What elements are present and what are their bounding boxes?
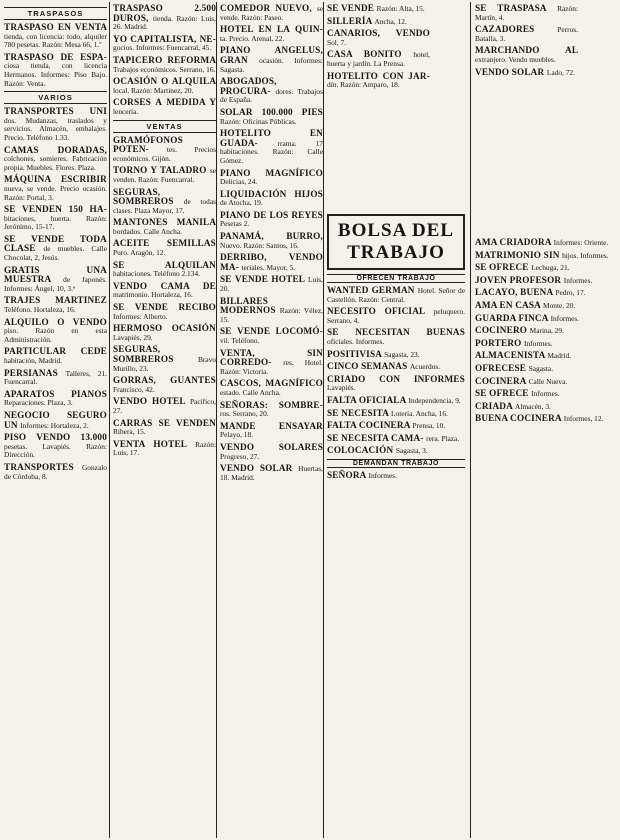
ad-body: Razón: Vélez, 15. xyxy=(220,306,323,324)
ad-body: Ribera, 15. xyxy=(113,427,146,437)
ad-heading: CAZADORES xyxy=(475,24,558,35)
demands-list xyxy=(327,471,465,481)
ad-heading: MANTONES MANILA xyxy=(113,217,216,228)
classified-ad xyxy=(220,190,323,208)
ad-heading: ALQUILO O VENDO xyxy=(4,316,107,327)
ad-heading: SE NECESITA xyxy=(327,407,392,418)
ad-body: Pesetas 2. xyxy=(220,219,250,229)
ad-heading: LACAYO, BUENA xyxy=(475,287,556,298)
classified-ad xyxy=(220,169,323,187)
ad-heading: PANAMÁ, BURRO, xyxy=(220,231,323,242)
ad-heading: SE VENDE RECIBO xyxy=(113,302,216,313)
ad-heading: SE NECESITA CAMA- xyxy=(327,432,427,443)
classified-ad xyxy=(475,414,615,424)
classified-ad xyxy=(113,303,216,321)
classified-ad xyxy=(4,266,107,294)
classified-ad xyxy=(113,98,216,116)
ad-body: Sagasta, 3. xyxy=(395,446,428,456)
ad-body: de todas clases. Plaza Mayor, 17. xyxy=(113,197,216,215)
ad-body: ciosa tienda, con licencia Hermanos. Informes: Piso Bajo. Razón: Venta. xyxy=(4,61,107,88)
classified-ad xyxy=(475,288,615,298)
classified-ad xyxy=(327,409,465,419)
classified-ad xyxy=(113,239,216,257)
ad-body: dín. Razón: Amparo, 18. xyxy=(327,80,400,90)
ad-heading: SE OFRECE xyxy=(475,262,532,273)
ad-heading: COCINERO xyxy=(475,325,530,336)
ad-body: habitación, Madrid. xyxy=(4,356,63,365)
ad-heading: TRASPASO EN VENTA xyxy=(4,22,107,32)
ad-heading: COCINERA xyxy=(475,375,529,386)
ad-body: Sagasta, 23. xyxy=(384,349,420,359)
classified-ad xyxy=(113,345,216,373)
classified-ad xyxy=(113,166,216,184)
ad-heading: PIANO MAGNÍFICO xyxy=(220,167,323,178)
bolsa-del-trabajo xyxy=(327,214,465,838)
ad-body: Sol, 7. xyxy=(327,37,347,47)
ad-body: Razón: Martín, 4. xyxy=(475,4,578,22)
ad-heading: SE TRASPASA xyxy=(475,4,558,13)
ad-heading: SEÑORA xyxy=(327,469,369,480)
ad-body: hijos. Informes. xyxy=(562,250,609,260)
classified-ad xyxy=(113,56,216,74)
ad-body: Calle Nueva. xyxy=(528,376,568,386)
classified-ad xyxy=(327,350,465,360)
classified-ad xyxy=(475,263,615,273)
ad-heading: TRASPASO 2.500 DUROS, xyxy=(113,4,216,23)
ad-heading: TAPICERO REFORMA xyxy=(113,54,216,65)
ad-heading: CARRAS SE VENDEN xyxy=(113,417,216,428)
ad-heading: VENDO CAMA DE xyxy=(113,280,216,291)
classified-ad xyxy=(220,77,323,105)
ad-body: Informes. xyxy=(563,275,593,285)
ad-heading: ABOGADOS, PROCURA- xyxy=(220,76,277,96)
ad-body: Perros. Batalla, 3. xyxy=(475,25,578,43)
bolsa-title: BOLSA DEL TRABAJO xyxy=(327,214,465,270)
ad-body: estado. Calle Ancha. xyxy=(220,387,281,397)
classified-ad xyxy=(220,401,323,419)
classified-ad xyxy=(327,286,465,304)
ad-body: habitaciones. Teléfono 2.134. xyxy=(113,269,200,279)
ad-heading: CORSES A MEDIDA Y xyxy=(113,97,216,108)
ad-body: Razón: Oficinas Públicas. xyxy=(220,116,297,126)
ad-body: Informes, 12. xyxy=(563,414,604,424)
demands-heading: DEMANDAN TRABAJO xyxy=(327,459,465,468)
classified-ad xyxy=(475,389,615,399)
classified-ad xyxy=(4,23,107,50)
classified-ad xyxy=(327,72,430,90)
classified-ad xyxy=(475,4,578,22)
classified-ad xyxy=(113,77,216,95)
classified-ad xyxy=(220,327,323,345)
ad-heading: TRANSPORTES xyxy=(4,461,82,472)
ad-heading: SEGURAS, SOMBREROS xyxy=(113,344,198,364)
ad-heading: VENDO HOTEL xyxy=(113,396,190,407)
classified-ad xyxy=(220,443,323,461)
ad-body: colchones, somieres. Fabricación propia. Muebles. Flores. Plaza. xyxy=(4,154,107,172)
ad-body: bitaciones, huerta. Razón: Jerónimo, 15-17. xyxy=(4,213,107,232)
classified-ad xyxy=(4,53,107,88)
ad-body: Bravo Murillo, 23. xyxy=(113,355,216,373)
demands-column xyxy=(475,238,615,838)
classified-ad xyxy=(113,261,216,279)
classified-ad xyxy=(4,175,107,202)
ad-body: Sagasta. xyxy=(528,363,554,373)
ad-heading: AMA EN CASA xyxy=(475,299,543,310)
classified-ad xyxy=(113,136,216,164)
ad-heading: DERRIBO, VENDO MA- xyxy=(220,252,323,272)
ad-heading: PORTERO xyxy=(475,337,525,348)
classified-ad xyxy=(327,446,465,456)
ad-heading: GUARDA FINCA xyxy=(475,312,551,323)
column-4 xyxy=(327,4,430,212)
classified-ad xyxy=(220,4,323,22)
ad-body: gocios. Informes: Fuencarral, 45. xyxy=(113,43,212,53)
demands-list-right xyxy=(475,238,615,424)
ad-heading: SE VENDE HOTEL xyxy=(220,274,308,285)
classified-ad xyxy=(220,46,323,74)
ad-heading: FALTA OFICIALA xyxy=(327,394,409,405)
ad-heading: CINCO SEMANAS xyxy=(327,361,410,372)
classified-ad xyxy=(4,235,107,263)
ad-heading: BUENA COCINERA xyxy=(475,413,564,424)
ad-heading: TRANSPORTES UNI xyxy=(4,106,107,117)
ad-body: Reparaciones. Plaza, 3. xyxy=(4,398,73,408)
ad-body: Lotería. Ancha, 16. xyxy=(391,408,448,418)
ad-body: Francisco, 42. xyxy=(113,384,155,394)
ad-heading: MATRIMONIO SIN xyxy=(475,249,563,260)
classified-ad xyxy=(475,402,615,412)
ad-body: Almacén, 3. xyxy=(514,401,551,411)
ad-heading: HOTELITO CON JAR- xyxy=(327,70,430,81)
ad-body: Trabajos económicos. Serrano, 16. xyxy=(113,64,216,74)
classified-ad xyxy=(113,4,216,32)
classified-ad xyxy=(475,314,615,324)
column-rule xyxy=(323,2,324,838)
classified-ad xyxy=(4,347,107,365)
classified-ad xyxy=(327,362,465,372)
ad-heading: HERMOSO OCASIÓN xyxy=(113,323,216,334)
ad-body: Informes. xyxy=(368,470,398,480)
ad-body: Lavapiés. xyxy=(327,383,356,393)
section-heading: TRASPASOS xyxy=(4,7,107,20)
ad-heading: SE NECESITAN BUENAS xyxy=(327,327,465,338)
ad-body: local. Razón: Martinez, 20. xyxy=(113,85,194,95)
ad-heading: ALMACENISTA xyxy=(475,350,548,361)
ad-body: Ancha, 12. xyxy=(374,16,407,26)
classified-ad xyxy=(327,434,465,444)
ad-body: Informes: Oriente. xyxy=(553,238,609,247)
ad-body: teriales. Mayor, 5. xyxy=(241,262,296,272)
classified-ad xyxy=(220,349,323,377)
ad-heading: COMEDOR NUEVO, xyxy=(220,4,317,13)
classified-ad xyxy=(220,422,323,440)
ad-body: dos. Mudanzas, traslados y servicios. Almacén, embalajes. Precio. Teléfono 1.33. xyxy=(4,115,107,142)
ad-heading: ACEITE SEMILLAS xyxy=(113,238,216,249)
classified-ad xyxy=(113,419,216,437)
classified-ad xyxy=(220,129,323,165)
ad-heading: VENTA HOTEL xyxy=(113,438,196,449)
ad-heading: PIANO ANGELUS, GRAN xyxy=(220,45,323,65)
column-5 xyxy=(475,4,578,236)
classified-ad xyxy=(475,251,615,261)
ad-body: se vende. Razón: Paseo. xyxy=(220,4,323,22)
ad-heading: LIQUIDACIÓN HIJOS xyxy=(220,188,323,199)
classified-ad xyxy=(327,4,430,14)
ad-heading: SE VENDE xyxy=(327,4,377,13)
ad-heading: GRATIS UNA MUESTRA xyxy=(4,264,107,285)
ad-body: hotel, huerta y jardín. La Prensa. xyxy=(327,50,430,68)
classified-ad xyxy=(220,297,323,325)
classified-ad xyxy=(4,369,107,387)
ad-body: Hotel. Señor de Castellón. Razón: Central. xyxy=(327,286,465,304)
ad-heading: VENDO SOLARES xyxy=(220,441,323,452)
classified-ad xyxy=(113,324,216,342)
ad-body: Puro. Aragón, 12. xyxy=(113,248,166,258)
classified-ad xyxy=(220,25,323,43)
ad-heading: GORRAS, GUANTES xyxy=(113,375,216,386)
ad-body: peluquero. Serrano, 4. xyxy=(327,307,465,325)
ad-heading: CASCOS, MAGNÍFICO xyxy=(220,378,323,389)
classified-ad xyxy=(4,296,107,314)
ad-heading: SEÑORAS: SOMBRE- xyxy=(220,399,323,410)
ad-heading: GRAMÓFONOS POTEN- xyxy=(113,134,183,155)
classified-ad xyxy=(113,188,216,216)
ad-heading: FALTA COCINERA xyxy=(327,420,413,431)
ad-body: Lavapiés, 29. xyxy=(113,332,153,342)
ad-body: Razón: Luis, 17. xyxy=(113,439,216,458)
section-heading: VARIOS xyxy=(4,91,107,104)
ad-heading: NEGOCIO SEGURO UN xyxy=(4,409,107,430)
column-rule xyxy=(216,2,217,838)
column-rule xyxy=(470,2,471,838)
ad-body: oficiales. Informes. xyxy=(327,336,385,346)
classified-ad xyxy=(113,397,216,415)
ad-body: Pelayo, 18. xyxy=(220,430,254,440)
classified-ad xyxy=(4,146,107,173)
ad-heading: NECESITO OFICIAL xyxy=(327,306,434,317)
classified-ad xyxy=(327,50,430,68)
ad-body: rrama. 17 habitaciones. Razón: Calle Gómez. xyxy=(220,138,323,165)
ad-heading: SILLERÍA xyxy=(327,15,375,26)
column-2 xyxy=(113,4,216,836)
classified-ad xyxy=(475,339,615,349)
ad-heading: MARCHANDO AL xyxy=(475,45,578,56)
ad-body: Informes. xyxy=(531,389,560,399)
ad-heading: SE VENDEN 150 HA- xyxy=(4,204,107,215)
ad-heading: SE VENDE TODA CLASE xyxy=(4,233,107,254)
ad-heading: SEGURAS, SOMBREROS xyxy=(113,186,184,207)
ad-body: Informes: Alberto. xyxy=(113,311,168,321)
ad-body: rera. Plaza. xyxy=(426,433,460,443)
classified-ad xyxy=(4,318,107,345)
ad-body: Monte, 20. xyxy=(543,300,576,310)
classified-ad xyxy=(327,396,465,406)
classified-ad xyxy=(475,364,615,374)
ad-body: Delicias, 24. xyxy=(220,177,258,187)
ad-body: de Atocha, 19. xyxy=(220,198,263,208)
classified-ad xyxy=(113,440,216,458)
ad-heading: AMA CRIADORA xyxy=(475,238,554,247)
section-heading: VENTAS xyxy=(113,120,216,133)
classified-ad xyxy=(475,377,615,387)
classified-ad xyxy=(4,433,107,460)
classified-ad xyxy=(327,307,465,325)
ad-heading: PERSIANAS xyxy=(4,367,66,378)
ad-heading: APARATOS PIANOS xyxy=(4,388,107,399)
ad-body: Madrid. xyxy=(547,351,572,361)
ad-heading: POSITIVISA xyxy=(327,348,385,359)
classified-ad xyxy=(220,108,323,126)
ad-body: lencería. xyxy=(113,106,139,116)
ad-body: se venden. Razón: Fuencarral. xyxy=(113,166,216,184)
ad-body: Teléfono. Hortaleza, 16. xyxy=(4,305,76,315)
classified-ad xyxy=(327,17,430,27)
ad-body: res. Hotel. Razón: Victoria. xyxy=(220,358,323,376)
ad-body: Pedro, 17. xyxy=(555,288,586,298)
ad-heading: TORNO Y TALADRO xyxy=(113,165,210,176)
classified-ad xyxy=(475,25,578,43)
ad-body: tes. Precios económicos. Gijón. xyxy=(113,145,216,163)
ad-heading: PISO VENDO 13.000 xyxy=(4,432,107,443)
ad-body: Informes. xyxy=(550,313,580,323)
classified-ad xyxy=(220,253,323,272)
ad-body: ta. Precio. Arenal, 22. xyxy=(220,33,285,43)
ad-body: Luis, 20. xyxy=(220,275,323,294)
classified-ad xyxy=(113,376,216,394)
ad-body: Progreso, 27. xyxy=(220,451,260,461)
ad-body: tienda, con licencia: todo, alquiler 780 pesetas. Razón: Mesa 66, 1.º xyxy=(4,31,107,50)
ad-heading: CASA BONITO xyxy=(327,49,414,60)
ad-heading: OFRECESE xyxy=(475,362,529,373)
ad-heading: SE ALQUILAN xyxy=(113,259,216,270)
ad-body: matrimonio. Hortaleza, 16. xyxy=(113,290,193,300)
ad-body: vil. Teléfono. xyxy=(220,336,260,345)
classified-ad xyxy=(4,411,107,430)
classified-ad xyxy=(475,351,615,361)
classified-ad xyxy=(220,211,323,229)
classified-ad xyxy=(113,218,216,236)
ad-body: Huertas, 18. Madrid. xyxy=(220,464,323,482)
ad-body: de muebles. Calle Chocolat, 2, Jesús. xyxy=(4,244,107,263)
ad-heading: MÁQUINA ESCRIBIR xyxy=(4,174,107,185)
ad-heading: OCASIÓN O ALQUILA xyxy=(113,76,216,87)
ad-body: Lado, 72. xyxy=(546,67,575,77)
classified-ad xyxy=(475,301,615,311)
ad-heading: SE VENDE LOCOMÓ- xyxy=(220,326,323,337)
ad-heading: TRAJES MARTINEZ xyxy=(4,295,107,306)
ad-body: Razón: Alta, 15. xyxy=(376,4,425,13)
classified-ad xyxy=(327,421,465,431)
ad-heading: VENTA, SIN CORREDO- xyxy=(220,347,323,368)
ad-heading: WANTED GERMAN xyxy=(327,285,418,295)
offers-list xyxy=(327,286,465,456)
ad-body: Marina, 29. xyxy=(529,326,564,336)
ad-heading: MANDE ENSAYAR xyxy=(220,420,323,431)
ad-heading: PARTICULAR CEDE xyxy=(4,346,107,357)
classified-ad xyxy=(475,68,578,78)
classified-ad xyxy=(327,471,465,481)
ad-body: Gonzalo de Córdoba, 8. xyxy=(4,462,107,481)
ad-body: bordados. Calle Ancha. xyxy=(113,226,182,236)
ad-heading: VENDO SOLAR xyxy=(475,66,547,77)
ad-body: Informes. xyxy=(524,338,553,348)
ad-heading: JOVEN PROFESOR xyxy=(475,274,564,285)
ad-body: nueva, se vende. Precio ocasión. Razón: Portal, 3. xyxy=(4,183,107,202)
classified-ad xyxy=(327,375,465,393)
ad-heading: HOTELITO EN GUADA- xyxy=(220,128,323,148)
column-1 xyxy=(4,4,107,836)
ad-body: Talleres, 21. Fuencarral. xyxy=(4,368,107,387)
column-3 xyxy=(220,4,323,836)
ad-body: ros. Serrano, 20. xyxy=(220,409,269,419)
ad-heading: BILLARES MODERNOS xyxy=(220,295,280,316)
classified-ad xyxy=(4,463,107,481)
ad-body: Acuerdos. xyxy=(409,362,441,372)
ad-heading: HOTEL EN LA QUIN- xyxy=(220,24,323,35)
ad-heading: CANARIOS, VENDO xyxy=(327,28,430,39)
classified-ad xyxy=(4,205,107,232)
ad-body: extranjero. Vendo muebles. xyxy=(475,54,556,64)
classified-ad xyxy=(220,379,323,397)
classified-ad xyxy=(4,390,107,408)
classified-ad xyxy=(4,107,107,142)
ad-heading: PIANO DE LOS REYES xyxy=(220,209,323,220)
ad-heading: CRIADA xyxy=(475,400,515,411)
ad-heading: CAMAS DORADAS, xyxy=(4,144,107,155)
ad-body: de Japonés. Informes: Ángel, 10, 3.ª xyxy=(4,275,107,293)
column-rule xyxy=(109,2,110,838)
classified-ad xyxy=(475,276,615,286)
ad-body: Lechuga, 21. xyxy=(531,263,570,273)
ad-body: Independencia, 9. xyxy=(408,395,461,405)
ad-heading: VENDO SOLAR xyxy=(220,463,299,474)
classified-ad xyxy=(113,282,216,300)
classified-ad xyxy=(475,326,615,336)
ad-heading: YO CAPITALISTA, NE- xyxy=(113,33,216,44)
ad-heading: COLOCACIÓN xyxy=(327,445,396,456)
ad-body: Pacífico, 27. xyxy=(113,397,216,415)
ad-body: piso. Razón en esta Administración. xyxy=(4,326,107,344)
ad-heading: SOLAR 100.000 PIES xyxy=(220,106,323,117)
classified-ad xyxy=(220,232,323,250)
ad-body: pesetas. Lavapiés. Razón: Dirección. xyxy=(4,441,107,460)
ad-body: Informes: Hortaleza, 2. xyxy=(20,420,89,430)
classified-ad xyxy=(327,29,430,47)
ad-body: tienda. Razón: Luis, 26. Madrid. xyxy=(113,13,216,32)
classified-ad xyxy=(113,35,216,53)
ad-heading: TRASPASO DE ESPA- xyxy=(4,51,107,62)
classified-ad xyxy=(220,275,323,293)
offers-heading: OFRECEN TRABAJO xyxy=(327,274,465,283)
ad-heading: SE OFRECE xyxy=(475,388,532,399)
ad-body: Nuevo. Razón: Santos, 16. xyxy=(220,240,299,250)
ad-body: Prensa, 10. xyxy=(412,421,446,431)
ad-heading: CRIADO CON INFORMES xyxy=(327,373,465,384)
ad-body: ocasión. Informes: Sagasta. xyxy=(220,55,323,74)
classified-ad xyxy=(475,238,615,248)
classified-ad xyxy=(220,464,323,482)
classified-ad xyxy=(475,46,578,64)
ad-body: dores. Trabajos de España. xyxy=(220,86,323,105)
classified-ad xyxy=(327,328,465,346)
